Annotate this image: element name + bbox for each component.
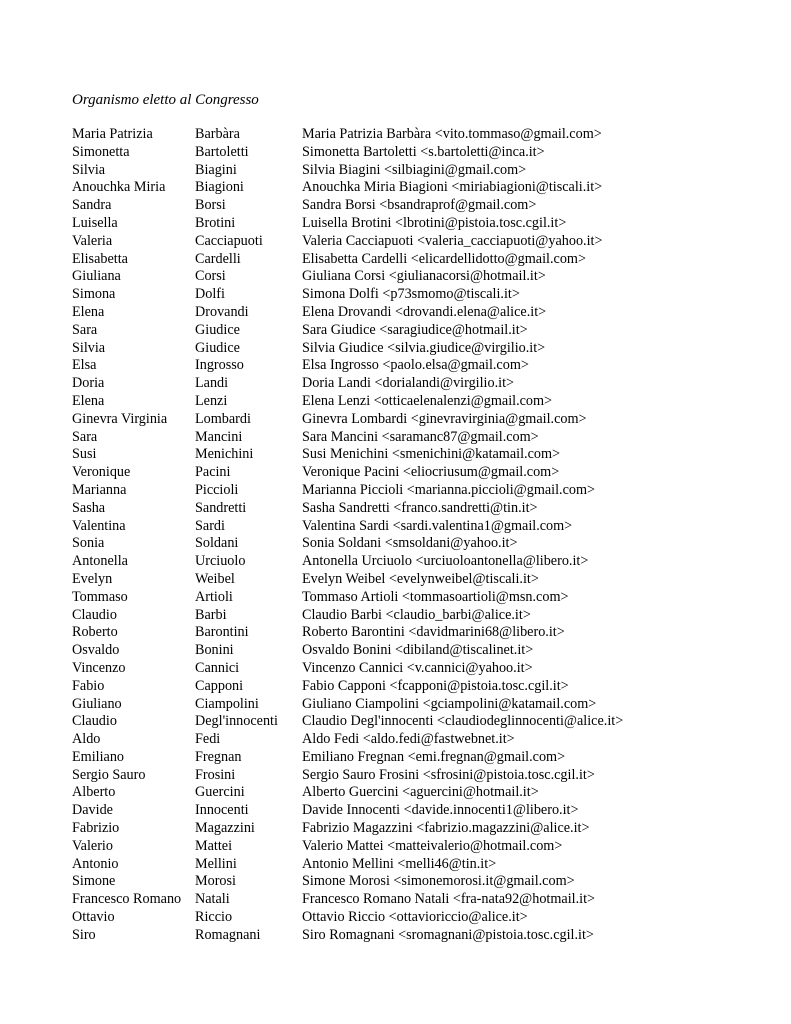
first-name: Simone — [72, 873, 116, 890]
first-name: Antonio — [72, 855, 119, 872]
last-name: Guercini — [195, 784, 245, 801]
last-name: Lenzi — [195, 392, 228, 409]
list-item — [72, 464, 772, 482]
list-item — [72, 375, 772, 393]
email-address: Antonio Mellini <melli46@tin.it> — [302, 855, 497, 872]
first-name: Elena — [72, 303, 105, 320]
last-name: Artioli — [195, 588, 233, 605]
last-name: Weibel — [195, 570, 235, 587]
last-name: Mellini — [195, 855, 237, 872]
list-item — [72, 820, 772, 838]
email-address: Valentina Sardi <sardi.valentina1@gmail.com> — [302, 517, 573, 534]
first-name: Elsa — [72, 357, 97, 374]
last-name: Frosini — [195, 766, 236, 783]
email-address: Valerio Mattei <matteivalerio@hotmail.com> — [302, 837, 563, 854]
list-item — [72, 571, 772, 589]
last-name: Mattei — [195, 837, 233, 854]
last-name: Lombardi — [195, 410, 251, 427]
first-name: Marianna — [72, 481, 127, 498]
list-item — [72, 660, 772, 678]
email-address: Elena Drovandi <drovandi.elena@alice.it> — [302, 303, 547, 320]
list-item — [72, 624, 772, 642]
last-name: Magazzini — [195, 820, 255, 837]
email-address: Anouchka Miria Biagioni <miriabiagioni@tiscali.it> — [302, 179, 603, 196]
email-address: Claudio Barbi <claudio_barbi@alice.it> — [302, 606, 531, 623]
first-name: Davide — [72, 802, 113, 819]
first-name: Giuliano — [72, 695, 122, 712]
email-address: Ginevra Lombardi <ginevravirginia@gmail.com> — [302, 410, 587, 427]
last-name: Soldani — [195, 535, 239, 552]
list-item — [72, 286, 772, 304]
first-name: Vincenzo — [72, 659, 126, 676]
list-item — [72, 268, 772, 286]
first-name: Silvia — [72, 339, 106, 356]
email-address: Doria Landi <dorialandi@virgilio.it> — [302, 375, 515, 392]
list-item — [72, 909, 772, 927]
first-name: Ottavio — [72, 909, 115, 926]
last-name: Corsi — [195, 268, 226, 285]
list-item — [72, 802, 772, 820]
last-name: Giudice — [195, 339, 240, 356]
list-item — [72, 784, 772, 802]
first-name: Alberto — [72, 784, 116, 801]
document-heading: Organismo eletto al Congresso — [72, 92, 259, 108]
email-address: Simonetta Bartoletti <s.bartoletti@inca.it> — [302, 143, 545, 160]
first-name: Osvaldo — [72, 642, 120, 659]
list-item — [72, 179, 772, 197]
first-name: Sandra — [72, 197, 112, 214]
first-name: Antonella — [72, 553, 128, 570]
email-address: Elena Lenzi <otticaelenalenzi@gmail.com> — [302, 392, 553, 409]
email-address: Francesco Romano Natali <fra-nata92@hotmail.it> — [302, 891, 596, 908]
last-name: Biagioni — [195, 179, 244, 196]
first-name: Valerio — [72, 837, 113, 854]
list-item — [72, 856, 772, 874]
email-address: Fabrizio Magazzini <fabrizio.magazzini@alice.it> — [302, 820, 590, 837]
email-address: Giuliana Corsi <giulianacorsi@hotmail.it> — [302, 268, 546, 285]
email-address: Simona Dolfi <p73smomo@tiscali.it> — [302, 286, 520, 303]
first-name: Roberto — [72, 624, 118, 641]
first-name: Veronique — [72, 464, 131, 481]
first-name: Aldo — [72, 731, 101, 748]
email-address: Veronique Pacini <eliocriusum@gmail.com> — [302, 464, 560, 481]
last-name: Sardi — [195, 517, 225, 534]
email-address: Silvia Giudice <silvia.giudice@virgilio.it> — [302, 339, 546, 356]
list-item — [72, 197, 772, 215]
first-name: Evelyn — [72, 570, 113, 587]
last-name: Dolfi — [195, 286, 225, 303]
email-address: Simone Morosi <simonemorosi.it@gmail.com> — [302, 873, 575, 890]
email-address: Tommaso Artioli <tommasoartioli@msn.com> — [302, 588, 569, 605]
first-name: Fabrizio — [72, 820, 120, 837]
email-address: Silvia Biagini <silbiagini@gmail.com> — [302, 161, 527, 178]
email-address: Giuliano Ciampolini <gciampolini@katamail.com> — [302, 695, 597, 712]
email-address: Sara Giudice <saragiudice@hotmail.it> — [302, 321, 528, 338]
list-item — [72, 696, 772, 714]
last-name: Ingrosso — [195, 357, 244, 374]
last-name: Riccio — [195, 909, 233, 926]
first-name: Elisabetta — [72, 250, 128, 267]
email-address: Emiliano Fregnan <emi.fregnan@gmail.com> — [302, 748, 566, 765]
email-address: Elsa Ingrosso <paolo.elsa@gmail.com> — [302, 357, 529, 374]
email-address: Claudio Degl'innocenti <claudiodeglinnocenti@alice.it> — [302, 713, 624, 730]
last-name: Degl'innocenti — [195, 713, 278, 730]
first-name: Valentina — [72, 517, 126, 534]
first-name: Valeria — [72, 232, 113, 249]
list-item — [72, 535, 772, 553]
last-name: Giudice — [195, 321, 240, 338]
email-address: Antonella Urciuolo <urciuoloantonella@libero.it> — [302, 553, 589, 570]
first-name: Sergio Sauro — [72, 766, 146, 783]
last-name: Menichini — [195, 446, 254, 463]
email-address: Susi Menichini <smenichini@katamail.com> — [302, 446, 561, 463]
list-item — [72, 304, 772, 322]
email-address: Valeria Cacciapuoti <valeria_cacciapuoti@yahoo.it> — [302, 232, 603, 249]
list-item — [72, 429, 772, 447]
list-item — [72, 411, 772, 429]
last-name: Capponi — [195, 677, 244, 694]
last-name: Barbàra — [195, 126, 240, 142]
list-item — [72, 251, 772, 269]
list-item — [72, 215, 772, 233]
last-name: Ciampolini — [195, 695, 259, 712]
list-item — [72, 589, 772, 607]
first-name: Emiliano — [72, 748, 125, 765]
last-name: Sandretti — [195, 499, 247, 516]
first-name: Giuliana — [72, 268, 121, 285]
email-address: Sandra Borsi <bsandraprof@gmail.com> — [302, 197, 537, 214]
last-name: Barontini — [195, 624, 249, 641]
first-name: Sara — [72, 321, 98, 338]
first-name: Maria Patrizia — [72, 126, 153, 142]
email-address: Roberto Barontini <davidmarini68@libero.it> — [302, 624, 565, 641]
first-name: Anouchka Miria — [72, 179, 166, 196]
last-name: Barbi — [195, 606, 227, 623]
email-address: Siro Romagnani <sromagnani@pistoia.tosc.cgil.it> — [302, 926, 594, 943]
first-name: Francesco Romano — [72, 891, 182, 908]
first-name: Ginevra Virginia — [72, 410, 168, 427]
list-item — [72, 233, 772, 251]
last-name: Landi — [195, 375, 229, 392]
email-address: Sergio Sauro Frosini <sfrosini@pistoia.tosc.cgil.it> — [302, 766, 595, 783]
last-name: Biagini — [195, 161, 237, 178]
first-name: Sara — [72, 428, 98, 445]
first-name: Doria — [72, 375, 105, 392]
email-address: Marianna Piccioli <marianna.piccioli@gmail.com> — [302, 481, 596, 498]
last-name: Fedi — [195, 731, 221, 748]
last-name: Urciuolo — [195, 553, 246, 570]
last-name: Pacini — [195, 464, 231, 481]
last-name: Mancini — [195, 428, 243, 445]
email-address: Evelyn Weibel <evelynweibel@tiscali.it> — [302, 570, 539, 587]
email-address: Sasha Sandretti <franco.sandretti@tin.it> — [302, 499, 538, 516]
last-name: Natali — [195, 891, 230, 908]
first-name: Elena — [72, 392, 105, 409]
list-item — [72, 553, 772, 571]
list-item — [72, 838, 772, 856]
email-address: Osvaldo Bonini <dibiland@tiscalinet.it> — [302, 642, 534, 659]
list-item — [72, 678, 772, 696]
first-name: Fabio — [72, 677, 105, 694]
first-name: Sasha — [72, 499, 106, 516]
last-name: Borsi — [195, 197, 226, 214]
list-item — [72, 642, 772, 660]
list-item — [72, 357, 772, 375]
list-item — [72, 446, 772, 464]
last-name: Brotini — [195, 214, 236, 231]
list-item — [72, 713, 772, 731]
email-address: Sara Mancini <saramanc87@gmail.com> — [302, 428, 539, 445]
list-item — [72, 749, 772, 767]
first-name: Susi — [72, 446, 97, 463]
list-item — [72, 162, 772, 180]
member-list — [72, 126, 772, 945]
last-name: Cacciapuoti — [195, 232, 263, 249]
list-item — [72, 731, 772, 749]
first-name: Siro — [72, 926, 96, 943]
list-item — [72, 393, 772, 411]
last-name: Piccioli — [195, 481, 239, 498]
list-item — [72, 873, 772, 891]
email-address: Ottavio Riccio <ottavioriccio@alice.it> — [302, 909, 528, 926]
list-item — [72, 767, 772, 785]
email-address: Maria Patrizia Barbàra <vito.tommaso@gmail.com> — [302, 126, 602, 142]
last-name: Cardelli — [195, 250, 241, 267]
first-name: Simona — [72, 286, 116, 303]
list-item — [72, 322, 772, 340]
list-item — [72, 144, 772, 162]
last-name: Innocenti — [195, 802, 249, 819]
last-name: Morosi — [195, 873, 236, 890]
list-item — [72, 500, 772, 518]
list-item — [72, 126, 772, 144]
first-name: Claudio — [72, 606, 117, 623]
first-name: Luisella — [72, 214, 118, 231]
last-name: Fregnan — [195, 748, 242, 765]
email-address: Fabio Capponi <fcapponi@pistoia.tosc.cgil.it> — [302, 677, 569, 694]
email-address: Sonia Soldani <smsoldani@yahoo.it> — [302, 535, 518, 552]
list-item — [72, 482, 772, 500]
list-item — [72, 927, 772, 945]
list-item — [72, 891, 772, 909]
last-name: Bonini — [195, 642, 234, 659]
list-item — [72, 518, 772, 536]
list-item — [72, 340, 772, 358]
last-name: Cannici — [195, 659, 240, 676]
last-name: Bartoletti — [195, 143, 249, 160]
first-name: Tommaso — [72, 588, 128, 605]
last-name: Drovandi — [195, 303, 249, 320]
email-address: Luisella Brotini <lbrotini@pistoia.tosc.cgil.it> — [302, 214, 567, 231]
first-name: Claudio — [72, 713, 117, 730]
first-name: Simonetta — [72, 143, 130, 160]
last-name: Romagnani — [195, 926, 261, 943]
email-address: Davide Innocenti <davide.innocenti1@libero.it> — [302, 802, 579, 819]
first-name: Sonia — [72, 535, 105, 552]
first-name: Silvia — [72, 161, 106, 178]
email-address: Vincenzo Cannici <v.cannici@yahoo.it> — [302, 659, 533, 676]
email-address: Aldo Fedi <aldo.fedi@fastwebnet.it> — [302, 731, 515, 748]
email-address: Elisabetta Cardelli <elicardellidotto@gmail.com> — [302, 250, 586, 267]
email-address: Alberto Guercini <aguercini@hotmail.it> — [302, 784, 539, 801]
list-item — [72, 607, 772, 625]
